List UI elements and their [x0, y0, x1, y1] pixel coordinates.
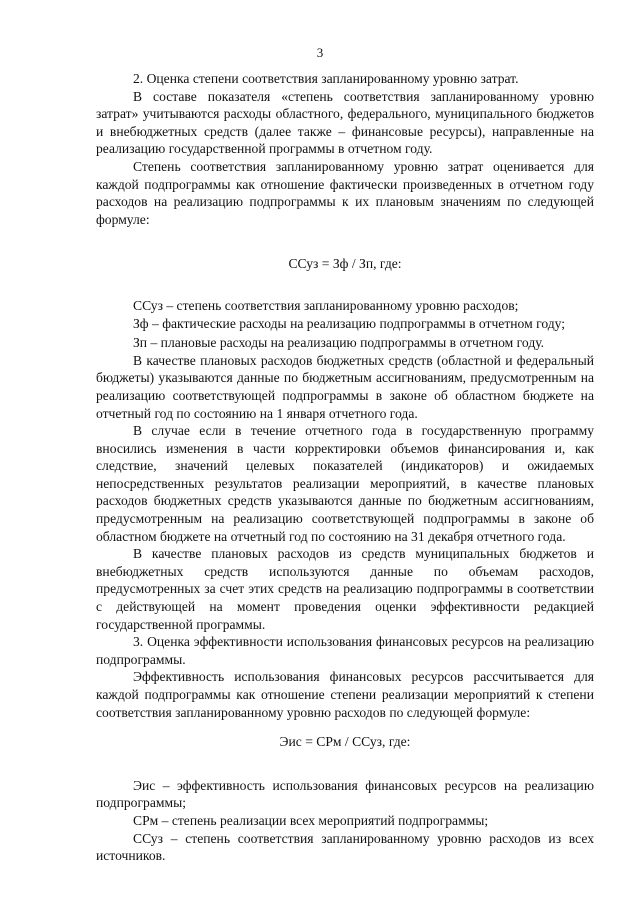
- definition: ССуз – степень соответствия запланированному уровню расходов;: [133, 297, 519, 313]
- paragraph: Степень соответствия запланированному уровню затрат оценивается для каждой подпрограммы как отношение фактически произведенных в отчетном году расходов на реализацию подпрограммы к их плановым значениям по следующей формуле:: [96, 158, 594, 227]
- paragraph: В качестве плановых расходов бюджетных средств (областной и федеральный бюджеты) указываются данные по бюджетным ассигнованиям, предусмотренным на реализацию соответствующей подпрограммы в законе об областном бюджете на отчетный год по состоянию на 1 января отчетного года.: [96, 352, 594, 421]
- definition: Зп – плановые расходы на реализацию подпрограммы в отчетном году.: [133, 335, 545, 351]
- section-heading-3: 3. Оценка эффективности использования финансовых ресурсов на реализацию подпрограммы.: [96, 634, 594, 667]
- paragraph: Эффективность использования финансовых ресурсов рассчитывается для каждой подпрограммы как отношение степени реализации мероприятий к степени соответствия запланированному уровню расходов по следующей формуле:: [96, 669, 594, 720]
- paragraph: В случае если в течение отчетного года в государственную программу вносились изменения в части корректировки объемов финансирования и, как следствие, значений целевых показателей (индикаторов) и ожидаемых непосредственных результатов реализации мероприятий, в качестве плановых расходов бюджетных средств указываются данные по бюджетным ассигнованиям, предусмотренным на реализацию соответствующей подпрограммы в законе об областном бюджете на отчетный год по состоянию на 31 декабря отчетного года.: [96, 423, 594, 544]
- formula-eis: Эис = СРм / ССуз, где:: [279, 734, 411, 750]
- definition: Зф – фактические расходы на реализацию подпрограммы в отчетном году;: [133, 315, 566, 331]
- definition: Эис – эффективность использования финансовых ресурсов на реализацию подпрограммы;: [96, 777, 594, 811]
- definition: СРм – степень реализации всех мероприятий подпрограммы;: [133, 812, 489, 828]
- document-body: [96, 70, 594, 865]
- paragraph: В составе показателя «степень соответствия запланированному уровню затрат» учитываются расходы областного, федерального, муниципального бюджетов и внебюджетных средств (далее также – финансовые ресурсы), направленные на реализацию государственной программы в отчетном году.: [96, 88, 594, 157]
- paragraph: В качестве плановых расходов из средств муниципальных бюджетов и внебюджетных средств используются данные по объемам расходов, предусмотренных за счет этих средств на реализацию подпрограммы в соответствии с действующей на момент проведения оценки эффективности редакцией государственной программы.: [96, 546, 594, 632]
- section-heading-2: 2. Оценка степени соответствия запланированному уровню затрат.: [133, 71, 519, 86]
- definition: ССуз – степень соответствия запланированному уровню расходов из всех источников.: [96, 830, 594, 864]
- formula-ssuz: ССуз = Зф / Зп, где:: [288, 256, 402, 272]
- page-number: 3: [316, 45, 324, 60]
